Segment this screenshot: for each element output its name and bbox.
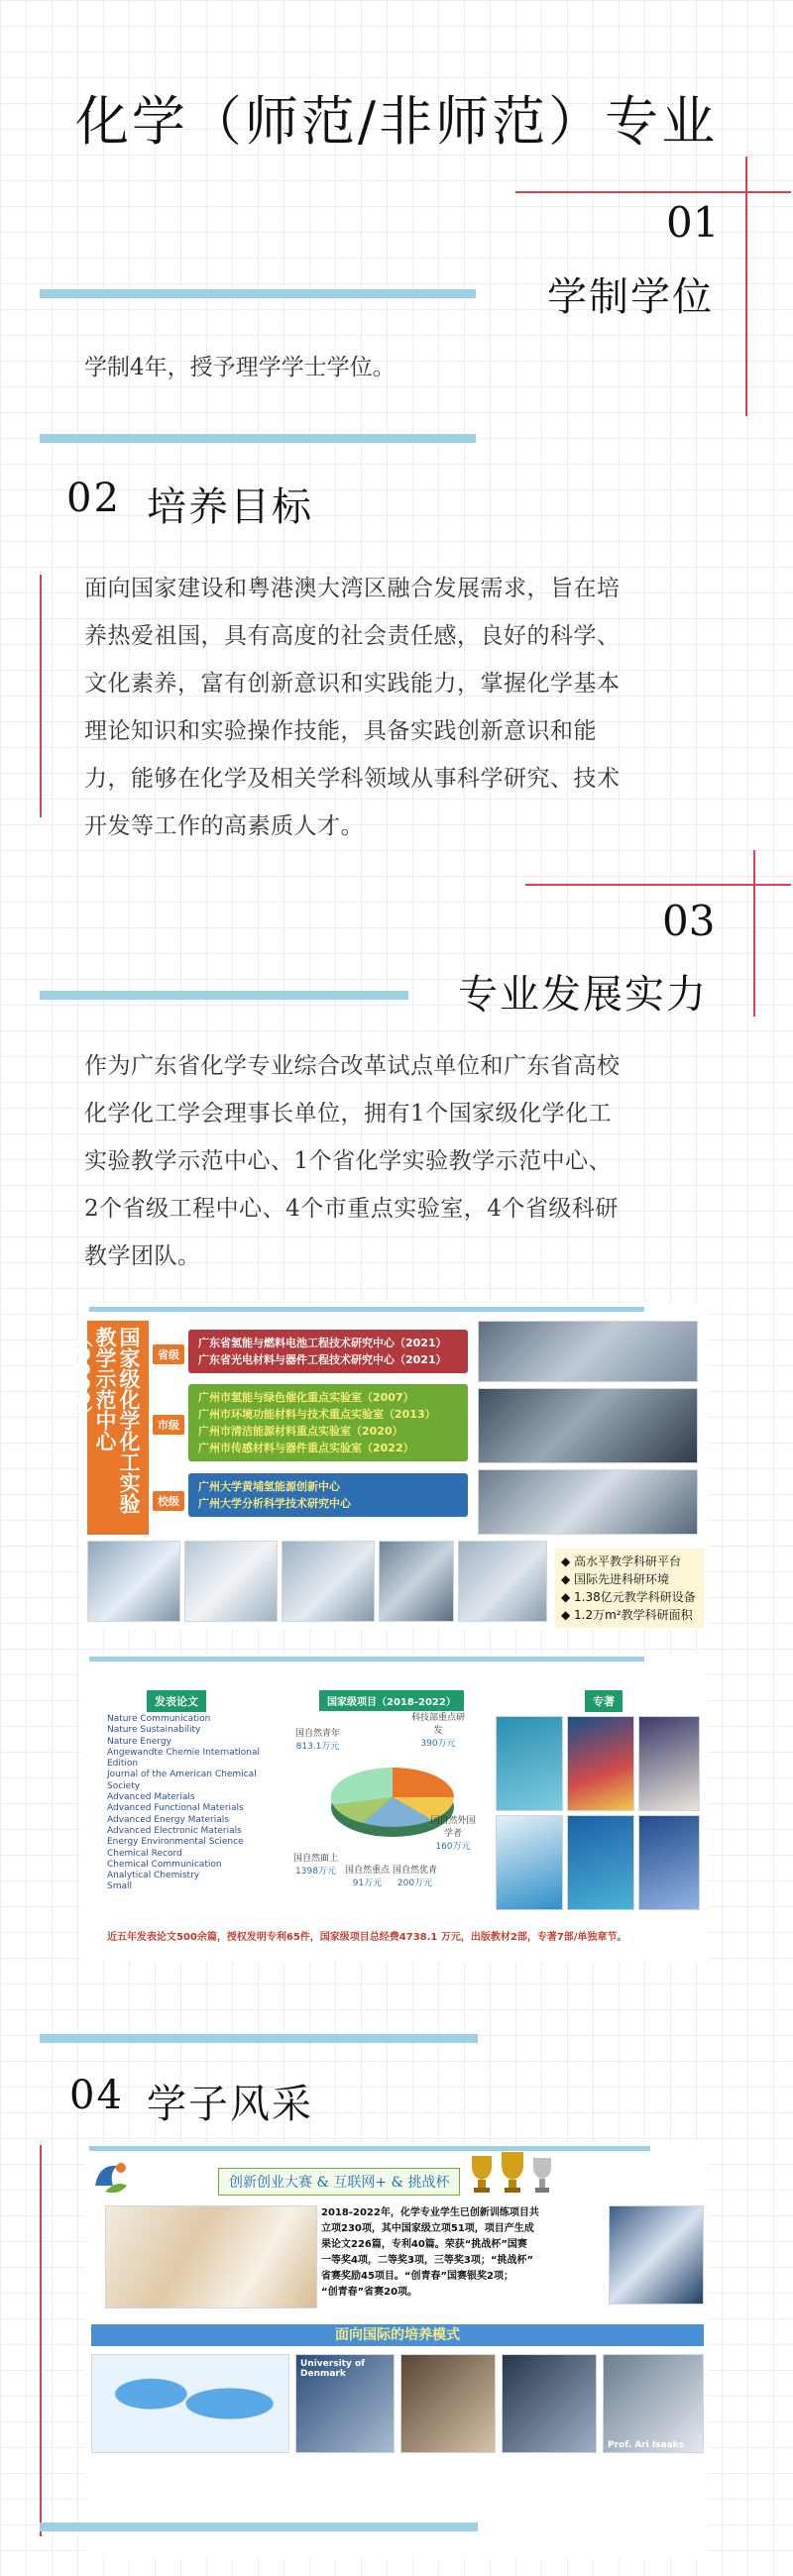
- blue-bar: [89, 1657, 644, 1662]
- trophy-icon: [462, 2152, 561, 2196]
- book-cover: [496, 1815, 563, 1910]
- lab-photo: [87, 1541, 180, 1622]
- level-tag-school: 校级: [153, 1491, 184, 1511]
- section-text: 面向国家建设和粤港澳大湾区融合发展需求，旨在培 养热爱祖国，具有高度的社会责任感，良好的科学、 文化素养，富有创新意识和实践能力，掌握化学基本 理论知识和实验操作技能，具备实践创新意识和能 力，能够在化学及相关学科领域从事科学研究、技术 开发等工作的高素质人才。: [84, 576, 621, 839]
- book-cover: [567, 1716, 634, 1811]
- books-label: 专著: [585, 1690, 623, 1712]
- pie-slice: [393, 1768, 454, 1797]
- bullet-item: ◆ 国际先进科研环境: [561, 1572, 670, 1586]
- students-infographic: [85, 2142, 708, 2558]
- pie-label: 国自然优青 200万元: [393, 1866, 438, 1888]
- blue-bar: [40, 2034, 478, 2043]
- pie-label: 国自然面上 1398万元: [293, 1854, 339, 1877]
- bullet-item: ◆ 高水平教学科研平台: [561, 1555, 682, 1568]
- students-text: 2018-2022年，化学专业学生已创新训练项目共 立项230项，其中国家级立项51项，项目产生成 果论文226篇，专利40篇。荣获“挑战杯”国赛 一等奖4项，二等奖3项，三等奖3项；“挑战杯” 省赛奖励45项目。“创青春”国赛银奖2项； “创青春”省赛20项。: [321, 2207, 539, 2298]
- center-infographic: [69, 1303, 708, 1630]
- book-cover: [567, 1815, 634, 1910]
- blue-bar: [40, 289, 476, 298]
- photo-caption: University of Denmark: [300, 2359, 366, 2379]
- lab-photo: [478, 1469, 698, 1535]
- red-rule: [753, 850, 755, 1017]
- blue-bar: [40, 434, 476, 443]
- competition-banner: 创新创业大赛 & 互联网+ & 挑战杯: [218, 2168, 460, 2196]
- book-cover: [496, 1716, 563, 1811]
- section-title: 学子风采: [147, 2082, 313, 2127]
- level-tag-city: 市级: [153, 1415, 184, 1435]
- bullet-item: ◆ 1.2万m²教学科研面积: [561, 1608, 693, 1622]
- city-items: 广州市氢能与绿色催化重点实验室（2007） 广州市环境功能材料与技术重点实验室（2013） 广州市清洁能源材料重点实验室（2020） 广州市传感材料与器件重点实验室（2022）: [188, 1384, 468, 1461]
- blue-bar: [89, 1307, 644, 1312]
- red-rule: [745, 157, 747, 416]
- section-number: 03: [662, 897, 716, 945]
- section-text: 学制4年，授予理学学士学位。: [84, 355, 396, 380]
- section-text: 作为广东省化学专业综合改革试点单位和广东省高校 化学化工学会理事长单位，拥有1个国家级化学化工 实验教学示范中心、1个省化学实验教学示范中心、 2个省级工程中心、4个市重点实验室，4个省级科研 教学团队。: [84, 1053, 621, 1269]
- papers-label: 发表论文: [147, 1690, 206, 1712]
- center-vertical-title: 国家级化学化工实验教学示范中心（2009）: [87, 1321, 149, 1535]
- red-rule: [525, 884, 791, 886]
- red-rule: [515, 191, 791, 193]
- certificates-photo: [105, 2205, 317, 2308]
- province-items: 广东省氢能与燃料电池工程技术研究中心（2021） 广东省光电材料与器件工程技术研究中心（2021）: [188, 1330, 468, 1373]
- lab-photo: [478, 1388, 698, 1463]
- lab-photo: [379, 1541, 454, 1622]
- book-cover: [638, 1815, 700, 1910]
- lab-photo: [282, 1541, 375, 1622]
- journal-list: Nature Communication Nature Sustainability Nature Energy Angewandte Chemie International Edition Journal of the American Chemical Society Advanced Materials Advanced Functional Materials Advanced Energy Materials Advanced Electronic Materials Energy Environmental Science Chemical Record Chemical Communication Analytical Chemistry Small: [107, 1714, 260, 1892]
- platform-bullets: [555, 1549, 704, 1628]
- pie-label: 科技部重点研发 390万元: [410, 1713, 465, 1749]
- world-map: [91, 2354, 289, 2453]
- blue-bar: [89, 2146, 650, 2151]
- international-label: 面向国际的培养模式: [91, 2324, 704, 2346]
- lab-photo: [478, 1321, 698, 1382]
- school-items: 广州大学黄埔氢能源创新中心 广州大学分析科学技术研究中心: [188, 1473, 468, 1517]
- bullet-item: ◆ 1.38亿元教学科研设备: [561, 1590, 696, 1604]
- section-title: 培养目标: [147, 484, 313, 530]
- lab-photo: [184, 1541, 278, 1622]
- blue-bar: [40, 991, 408, 1000]
- section-title: 学制学位: [547, 274, 714, 320]
- international-photo: [400, 2354, 496, 2453]
- research-summary: 近五年发表论文500余篇，授权发明专利65件，国家级项目总经费4738.1 万元，出版教材2部，专著7部/单独章节。: [107, 1932, 627, 1943]
- research-infographic: [81, 1655, 708, 1962]
- red-rule: [40, 575, 42, 817]
- level-tag-province: 省级: [153, 1344, 184, 1364]
- section-title: 专业发展实力: [458, 972, 708, 1018]
- blue-bar: [40, 2522, 478, 2531]
- page-title: 化学（师范/非师范）专业: [74, 90, 719, 153]
- red-rule: [40, 2145, 42, 2536]
- pie-label: 国自然重点 91万元: [345, 1866, 391, 1888]
- section-number: 01: [666, 198, 720, 247]
- international-photo: [502, 2354, 597, 2453]
- projects-label: 国家级项目（2018-2022）: [319, 1690, 464, 1711]
- photo-caption: Prof. Ari Isaaks: [608, 2440, 685, 2450]
- lab-photo: [458, 1541, 547, 1622]
- pie-label: 国自然青年 813.1万元: [295, 1729, 341, 1752]
- logo-icon: [87, 2156, 133, 2201]
- award-photo: [609, 2205, 704, 2305]
- book-cover: [638, 1716, 700, 1811]
- international-photo: [603, 2354, 704, 2453]
- section-number: 04: [69, 2073, 124, 2118]
- pie-label: 国自然外国学者 160万元: [430, 1816, 476, 1852]
- section-number: 02: [66, 476, 121, 521]
- international-photo: [295, 2354, 395, 2453]
